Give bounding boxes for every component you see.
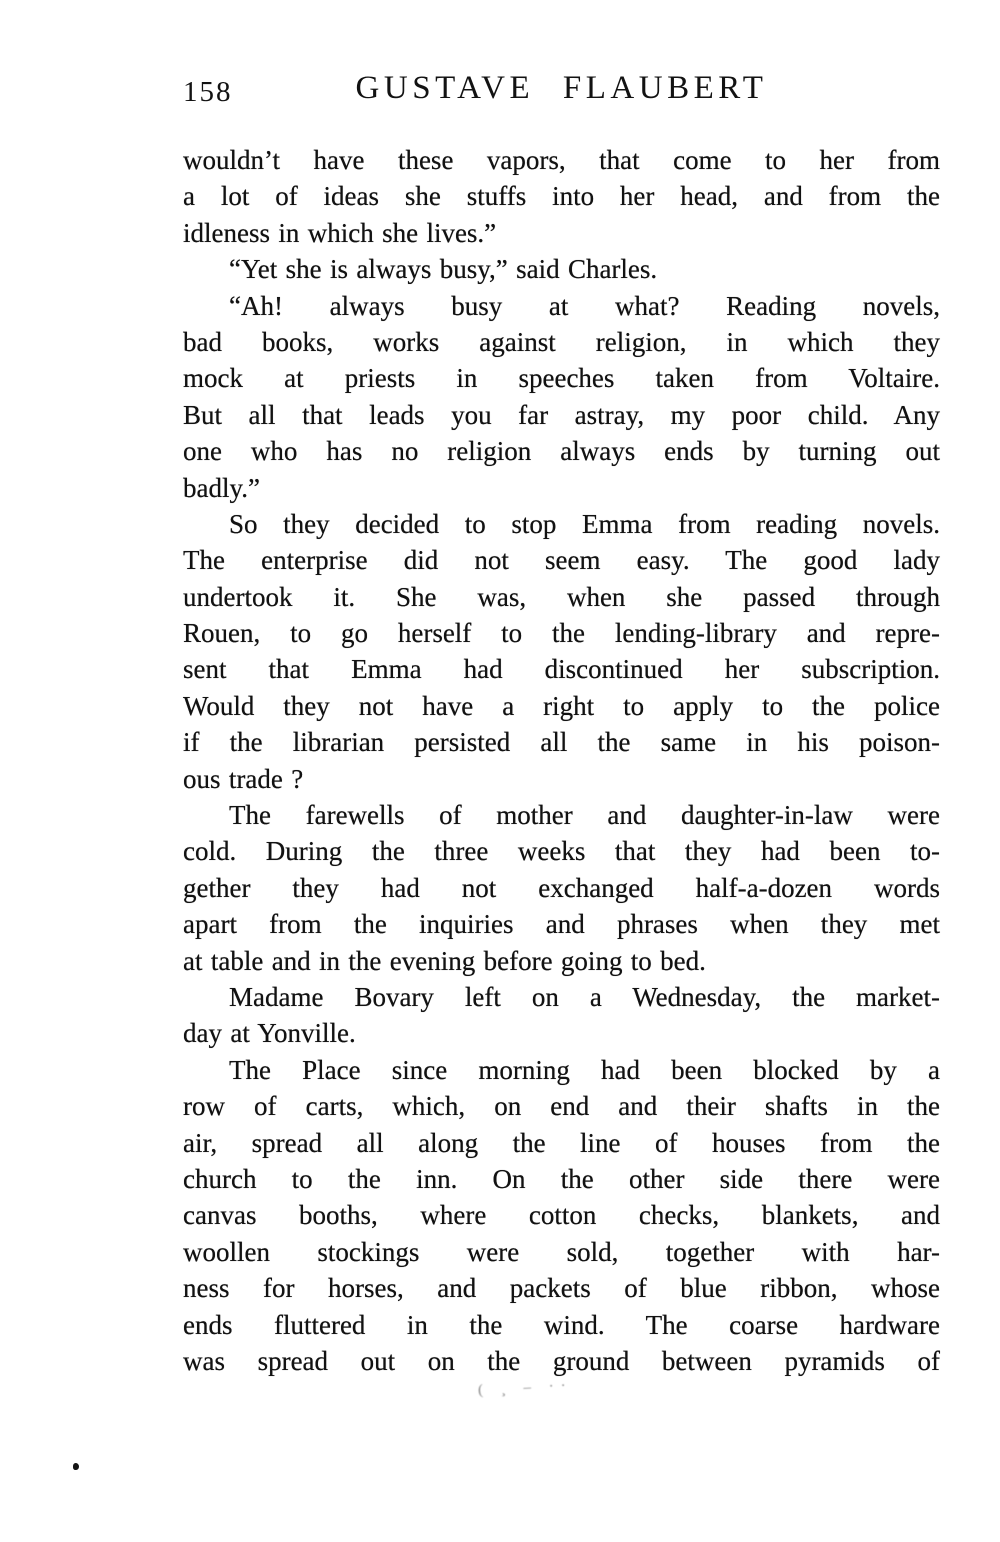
text-line: one who has no religion always ends by turning out	[183, 436, 940, 467]
text-line: ous trade ?	[183, 763, 304, 794]
text-line: canvas booths, where cotton checks, blankets, and	[183, 1200, 940, 1231]
text-line: So they decided to stop Emma from reading novels.	[229, 508, 940, 539]
text-line: church to the inn. On the other side there were	[183, 1163, 940, 1194]
text-line: mock at priests in speeches taken from Voltaire.	[183, 363, 940, 394]
text-line: The Place since morning had been blocked by a	[229, 1054, 940, 1085]
text-line: idleness in which she lives.”	[183, 217, 497, 248]
text-line: apart from the inquiries and phrases when they met	[183, 909, 940, 940]
text-line: badly.”	[183, 472, 260, 503]
running-title: GUSTAVE FLAUBERT	[355, 70, 768, 106]
text-line: if the librarian persisted all the same in his poison-	[183, 727, 940, 758]
scan-smudge-artifact: ( ¸ ‒ ··	[477, 1377, 574, 1399]
text-line: The farewells of mother and daughter-in-law were	[229, 800, 940, 831]
text-line: Madame Bovary left on a Wednesday, the market-	[229, 981, 940, 1012]
text-line: Would they not have a right to apply to the police	[183, 690, 940, 721]
text-line: Rouen, to go herself to the lending-library and repre-	[183, 618, 940, 649]
text-line: air, spread all along the line of houses from the	[183, 1127, 940, 1158]
text-line: gether they had not exchanged half-a-dozen words	[183, 872, 940, 903]
text-line: woollen stockings were sold, together with har-	[183, 1236, 940, 1267]
text-line: cold. During the three weeks that they had been to-	[183, 836, 940, 867]
text-line: “Yet she is always busy,” said Charles.	[229, 254, 658, 285]
text-line: But all that leads you far astray, my poor child. Any	[183, 399, 940, 430]
text-line: wouldn’t have these vapors, that come to her from	[183, 145, 940, 175]
text-line: undertook it. She was, when she passed through	[183, 581, 940, 612]
text-line: sent that Emma had discontinued her subscription.	[183, 654, 940, 685]
text-line: ends fluttered in the wind. The coarse hardware	[183, 1309, 940, 1340]
text-line: day at Yonville.	[183, 1018, 356, 1049]
text-line: a lot of ideas she stuffs into her head, and from the	[183, 181, 940, 212]
ink-dot-artifact	[73, 1463, 79, 1470]
text-line: was spread out on the ground between pyramids of	[183, 1345, 940, 1376]
page-number: 158	[183, 76, 233, 108]
text-line: at table and in the evening before going to bed.	[183, 945, 706, 976]
text-body	[183, 142, 940, 1379]
text-line: ness for horses, and packets of blue ribbon, whose	[183, 1273, 940, 1304]
text-line: bad books, works against religion, in which they	[183, 326, 940, 357]
text-line: The enterprise did not seem easy. The good lady	[183, 545, 940, 576]
text-line: row of carts, which, on end and their shafts in the	[183, 1091, 940, 1122]
text-line: “Ah! always busy at what? Reading novels,	[229, 290, 940, 321]
page-header	[183, 70, 940, 110]
